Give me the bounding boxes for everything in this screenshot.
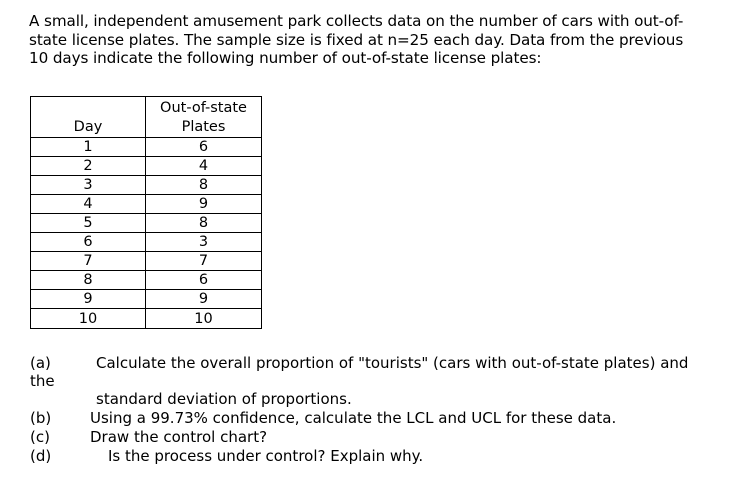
table-row <box>31 309 262 329</box>
problem-intro <box>29 12 729 68</box>
plates-cell: 7 <box>146 252 262 271</box>
question-a-text-continued: standard deviation of proportions. <box>96 390 352 408</box>
day-cell: 2 <box>31 157 146 176</box>
plates-cell: 8 <box>146 176 262 195</box>
table-row <box>31 138 262 157</box>
day-cell: 1 <box>31 138 146 157</box>
table-row <box>31 195 262 214</box>
table-row <box>31 157 262 176</box>
question-d-label: (d) <box>30 447 52 465</box>
day-cell: 10 <box>31 309 146 329</box>
plates-header-line-2: Plates <box>181 119 226 135</box>
day-cell: 4 <box>31 195 146 214</box>
plates-cell: 3 <box>146 233 262 252</box>
table-header-row <box>31 97 262 138</box>
plates-cell: 6 <box>146 271 262 290</box>
day-cell: 6 <box>31 233 146 252</box>
plates-cell: 9 <box>146 195 262 214</box>
plates-header <box>146 97 262 138</box>
question-c-label: (c) <box>30 428 50 446</box>
table-row <box>31 233 262 252</box>
question-b-text: Using a 99.73% confidence, calculate the LCL and UCL for these data. <box>90 409 617 427</box>
table-row <box>31 214 262 233</box>
day-cell: 3 <box>31 176 146 195</box>
table-row <box>31 252 262 271</box>
plates-cell: 9 <box>146 290 262 309</box>
plates-cell: 10 <box>146 309 262 329</box>
plates-cell: 4 <box>146 157 262 176</box>
question-d-text: Is the process under control? Explain why. <box>108 447 424 465</box>
day-header-label: Day <box>73 119 103 135</box>
intro-line-3: 10 days indicate the following number of out-of-state license plates: <box>29 49 542 67</box>
day-cell: 8 <box>31 271 146 290</box>
plates-header-line-1: Out-of-state <box>160 100 247 116</box>
question-b-label: (b) <box>30 409 52 427</box>
day-header <box>31 97 146 138</box>
question-c-text: Draw the control chart? <box>90 428 268 446</box>
question-a-text: Calculate the overall proportion of "tourists" (cars with out-of-state plates) and <box>96 354 689 372</box>
table-row <box>31 176 262 195</box>
question-a-label: (a) <box>30 354 51 372</box>
intro-line-2: state license plates. The sample size is fixed at n=25 each day. Data from the previous <box>29 30 684 49</box>
plates-cell: 6 <box>146 138 262 157</box>
plates-table <box>30 96 262 329</box>
day-cell: 5 <box>31 214 146 233</box>
day-cell: 7 <box>31 252 146 271</box>
question-a-label-continued: the <box>30 372 55 390</box>
table-row <box>31 290 262 309</box>
intro-line-1: A small, independent amusement park collects data on the number of cars with out-of- <box>29 12 684 30</box>
plates-cell: 8 <box>146 214 262 233</box>
day-cell: 9 <box>31 290 146 309</box>
table-row <box>31 271 262 290</box>
